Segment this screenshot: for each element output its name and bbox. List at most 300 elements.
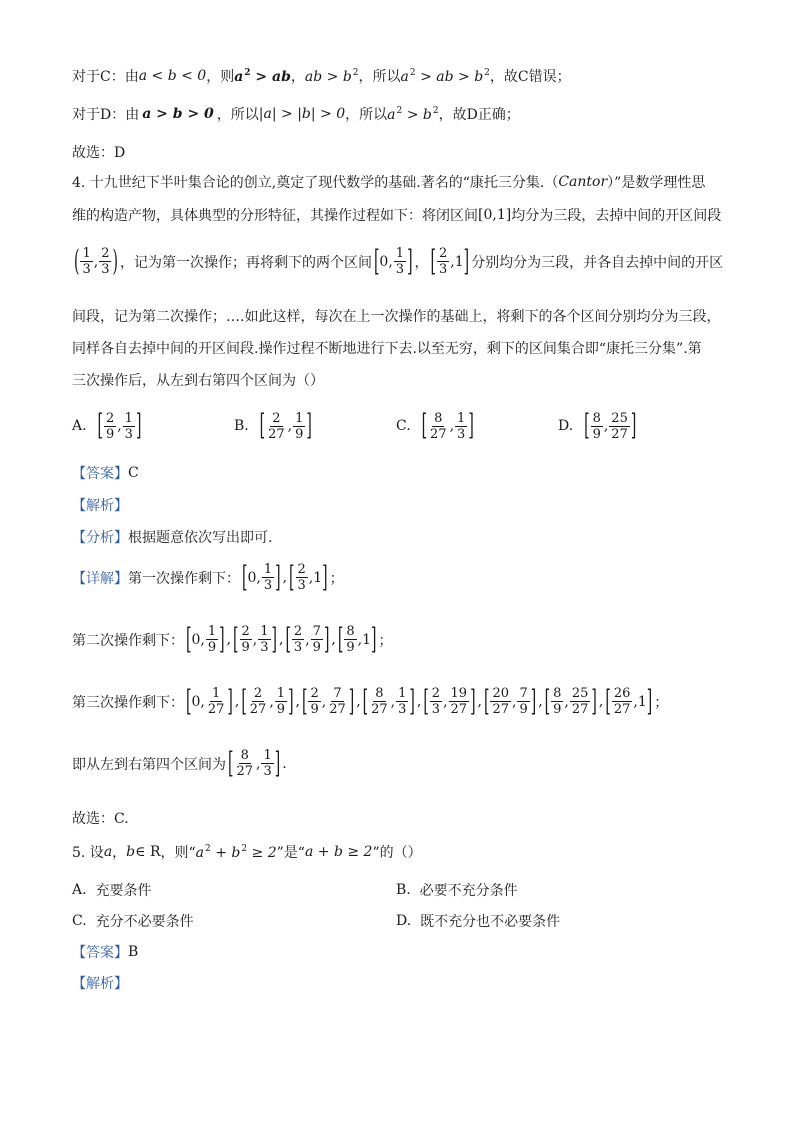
- interval-list: [184, 624, 378, 655]
- right-bracket: ]: [409, 684, 415, 719]
- den: 3: [439, 262, 448, 277]
- comma: ,: [321, 693, 327, 710]
- numerator: 2: [105, 410, 115, 426]
- denominator: 9: [592, 426, 601, 442]
- step2-line: [72, 624, 392, 655]
- denominator: 3: [457, 426, 466, 442]
- closed-interval: [242, 562, 281, 593]
- right-bracket: ]: [271, 622, 277, 657]
- fraction: [266, 411, 287, 442]
- right-bracket: ]: [322, 560, 328, 595]
- denominator: 27: [371, 702, 388, 717]
- left-bracket: [: [605, 684, 611, 719]
- endpoint: 0: [191, 631, 201, 648]
- q5-answer: [72, 942, 138, 962]
- den: 3: [82, 262, 91, 277]
- interval-list: [184, 686, 654, 717]
- fraction: [206, 686, 227, 717]
- text: 4. 十九世纪下半叶集合论的创立,奠定了现代数学的基础.著名的“康托三分集.（: [72, 175, 559, 191]
- fraction: [609, 411, 630, 442]
- option-label: C.: [396, 418, 411, 434]
- exp: 2: [409, 67, 416, 78]
- denominator: 27: [249, 702, 267, 717]
- fraction: [311, 624, 323, 655]
- numerator: 7: [333, 686, 342, 701]
- left-bracket: [: [285, 622, 291, 657]
- endpoint: 0: [191, 693, 201, 710]
- num: 1: [395, 246, 405, 261]
- fraction: [261, 748, 273, 779]
- denominator: 27: [492, 702, 510, 717]
- set: ∈ R: [135, 844, 161, 860]
- c-judgement-line: [72, 66, 571, 86]
- comma: ,: [252, 631, 258, 648]
- fraction: [123, 411, 135, 442]
- numerator: 8: [553, 686, 562, 701]
- den: 27: [236, 764, 254, 779]
- text: .: [282, 755, 287, 772]
- numerator: 2: [272, 410, 281, 426]
- denominator: 27: [430, 426, 447, 442]
- closed-interval: [186, 686, 233, 717]
- var: a: [103, 844, 113, 860]
- numerator: 1: [207, 624, 217, 639]
- fraction: [449, 686, 470, 717]
- closed-interval: [338, 624, 377, 655]
- left-bracket: [: [259, 409, 266, 443]
- fraction: [551, 686, 563, 717]
- bracket: (: [74, 244, 80, 279]
- denominator: 27: [611, 426, 628, 442]
- option-label: B.: [396, 882, 411, 898]
- closed-interval: [285, 624, 329, 655]
- right: ,1: [450, 253, 464, 270]
- var: a: [387, 106, 396, 123]
- bracket: ]: [463, 244, 470, 279]
- left-bracket: [: [301, 684, 308, 719]
- comma: ,: [200, 693, 205, 710]
- exp: 2: [244, 67, 251, 78]
- fraction: [292, 624, 304, 655]
- numerator: 1: [398, 686, 407, 701]
- numerator: 2: [293, 624, 303, 639]
- numerator: 8: [375, 686, 384, 701]
- denominator: 9: [241, 640, 250, 655]
- text: ，: [290, 69, 305, 85]
- fraction: [396, 686, 408, 717]
- cantor: Cantor: [558, 174, 608, 190]
- denominator: 3: [297, 578, 306, 593]
- q4-paragraph-5: 同样各自去掉中间的开区间段.操作过程不断地进行下去.以至无穷，剩下的区间集合即“康托三分集”.第: [72, 341, 702, 357]
- num: 1: [263, 748, 272, 763]
- right-bracket: ]: [370, 622, 377, 657]
- numerator: 1: [211, 686, 221, 701]
- comma: ,: [287, 418, 293, 434]
- fraction: [258, 624, 270, 655]
- text: ，则“: [160, 845, 196, 861]
- closed-interval: [431, 246, 470, 277]
- comma: ,: [200, 631, 205, 648]
- num: 1: [82, 246, 91, 261]
- right-bracket: ]: [591, 684, 597, 719]
- math-abs: |a| > |b| > 0: [258, 106, 346, 122]
- right-bracket: ]: [306, 409, 312, 443]
- q5-stem: [72, 842, 422, 862]
- right-bracket: ]: [470, 684, 476, 719]
- text: ；: [378, 632, 393, 649]
- left-bracket: [: [233, 622, 239, 657]
- right-bracket: ]: [219, 622, 225, 657]
- numerator: 1: [124, 410, 133, 426]
- den: 3: [263, 764, 272, 779]
- q4-analysis-tag: 【解析】: [72, 498, 128, 514]
- math-cond2: a + b ≥ 2: [304, 844, 373, 860]
- denominator: 9: [310, 702, 319, 717]
- comma: ,: [564, 693, 569, 710]
- left-bracket: [: [242, 560, 248, 595]
- fraction: [428, 411, 449, 442]
- left-bracket: [: [544, 684, 551, 719]
- comma: ,: [305, 631, 310, 648]
- denominator: 3: [124, 426, 133, 442]
- q4-paragraph-1: [72, 172, 705, 192]
- left-bracket: [: [186, 622, 192, 657]
- option-text: 充要条件: [95, 883, 152, 899]
- fenxi-tag: 【分析】: [72, 530, 128, 546]
- comma: ,: [269, 693, 274, 710]
- open-interval: ( $\frac{1}{3}$ , $\frac{2}{3}$ ): [74, 244, 118, 279]
- text: 分别均分为三段，并各自去掉中间的开区: [471, 254, 724, 271]
- num: 2: [101, 246, 110, 261]
- left-bracket: [: [423, 684, 429, 719]
- denominator: 27: [450, 702, 468, 717]
- left-bracket: [: [97, 409, 103, 443]
- choose-d: 故选：D: [72, 145, 126, 161]
- left: 0,: [379, 253, 393, 270]
- text: 对于D：由: [72, 107, 140, 123]
- comma: ,: [234, 693, 240, 710]
- text: 对于C：由: [72, 69, 139, 85]
- right-bracket: ]: [275, 560, 281, 595]
- numerator: 1: [295, 410, 304, 426]
- step-label: 第二次操作剩下：: [72, 632, 184, 649]
- fraction: [99, 246, 111, 277]
- right-bracket: ]: [348, 684, 355, 719]
- left-bracket: [: [484, 684, 490, 719]
- comma: ,: [598, 693, 604, 710]
- q5-option-c[interactable]: [72, 911, 194, 931]
- fraction: [296, 562, 308, 593]
- math-expr: [305, 68, 359, 85]
- closed-interval: [584, 411, 636, 442]
- fraction: [612, 686, 633, 717]
- fraction: [327, 686, 348, 717]
- right-bracket: ]: [135, 409, 142, 443]
- q4-options: [72, 404, 722, 448]
- step1-line: [72, 562, 344, 593]
- text: ；: [329, 570, 344, 587]
- comma: ,: [416, 693, 422, 710]
- text: 均分为三段，去掉中间的开区间段: [511, 208, 722, 224]
- left-bracket: [: [241, 684, 247, 719]
- numerator: 19: [450, 686, 468, 701]
- numerator: 2: [241, 624, 250, 639]
- q5-option-a[interactable]: [72, 880, 151, 900]
- text: ”是“: [276, 845, 305, 861]
- denominator: 9: [276, 702, 286, 717]
- fraction: [394, 246, 406, 277]
- option-text: 必要不充分条件: [419, 883, 518, 899]
- closed-interval: [241, 686, 293, 717]
- fraction: [437, 246, 449, 277]
- denominator: 9: [105, 426, 115, 442]
- q4-answer: [72, 463, 139, 483]
- q5-analysis-tag: 【解析】: [72, 976, 128, 992]
- spacer: [411, 418, 420, 434]
- bracket: ]: [274, 746, 281, 781]
- comma: ,: [477, 693, 482, 710]
- fraction: [234, 748, 255, 779]
- math-expr: [234, 68, 291, 85]
- rest: > ab: [250, 68, 291, 85]
- comma: ,: [256, 569, 261, 586]
- closed-interval: [374, 246, 413, 277]
- right-bracket: ]: [468, 409, 474, 443]
- left-bracket: [: [186, 684, 192, 719]
- fraction: [455, 411, 467, 442]
- comma: ,: [443, 693, 448, 710]
- fraction: [490, 686, 511, 717]
- denominator: 3: [431, 702, 441, 717]
- q4-conclusion: [72, 748, 287, 779]
- q5-option-b[interactable]: [396, 880, 518, 900]
- left-bracket: [: [289, 560, 295, 595]
- text: ，所以: [216, 107, 259, 123]
- fraction: [248, 686, 269, 717]
- comma: ,: [356, 693, 361, 710]
- bracket: ]: [407, 244, 413, 279]
- numerator: 8: [346, 624, 355, 639]
- interval-list: [240, 562, 330, 593]
- numerator: 8: [592, 410, 601, 426]
- detail-tag: 【详解】: [72, 570, 128, 587]
- denominator: 9: [295, 426, 304, 442]
- left-bracket: [: [421, 409, 428, 443]
- q4-choose: 故选：C.: [72, 811, 129, 827]
- closed-interval: [363, 686, 415, 717]
- comma: ,: [449, 418, 455, 434]
- numerator: 7: [519, 686, 528, 701]
- option-label: D.: [396, 913, 412, 929]
- fraction: [591, 411, 603, 442]
- exp: 2: [205, 843, 211, 854]
- fraction: [275, 686, 287, 717]
- q4-paragraph-3: [72, 246, 723, 277]
- math-cond1: [196, 844, 277, 861]
- denominator: 9: [346, 640, 355, 655]
- q5-option-d[interactable]: [396, 911, 560, 931]
- option-label: C.: [72, 913, 87, 929]
- bracket: [: [373, 244, 380, 279]
- comma: ,: [226, 631, 232, 648]
- bracket: [: [228, 746, 234, 781]
- numerator: 2: [253, 686, 263, 701]
- endpoint: 1: [362, 631, 371, 648]
- comma: ,: [308, 569, 314, 586]
- math-condition: a < b < 0: [138, 68, 207, 84]
- numerator: 2: [431, 686, 441, 701]
- exp: 2: [432, 105, 439, 116]
- numerator: 25: [611, 410, 628, 426]
- numerator: 25: [571, 686, 589, 701]
- numerator: 8: [434, 410, 443, 426]
- fenxi-text: 根据题意依次写出即可.: [128, 530, 273, 546]
- q4-paragraph-6: 三次操作后，从左到右第四个区间为（）: [72, 373, 324, 389]
- den: 3: [395, 262, 405, 277]
- text: ，: [112, 845, 127, 861]
- math-chain: [401, 68, 490, 85]
- q4-option-b[interactable]: [234, 404, 314, 448]
- option-text: 既不充分也不必要条件: [420, 914, 561, 930]
- comma: ,: [117, 418, 122, 434]
- fraction: [293, 411, 305, 442]
- exp: 2: [484, 67, 490, 78]
- math-condition: a > b > 0: [142, 106, 214, 122]
- denominator: 9: [207, 640, 217, 655]
- comma: ,: [357, 631, 363, 648]
- fraction: [240, 624, 252, 655]
- closed-interval: [484, 686, 536, 717]
- text: ；: [654, 694, 669, 711]
- denominator: 3: [263, 578, 273, 593]
- closed-interval: [545, 686, 597, 717]
- closed-interval: [ $\frac{8}{27}$ , $\frac{1}{3}$ ]: [228, 746, 281, 781]
- exp: 2: [352, 67, 359, 78]
- closed-interval: [302, 686, 354, 717]
- exp: 2: [396, 105, 403, 116]
- closed-interval: [97, 411, 141, 442]
- option-label: D.: [558, 418, 574, 434]
- comma: ,: [512, 693, 517, 710]
- q4-option-d[interactable]: [558, 404, 638, 448]
- spacer: [573, 418, 582, 434]
- q4-option-c[interactable]: [396, 404, 476, 448]
- fraction: [206, 624, 218, 655]
- q4-option-a[interactable]: [72, 404, 143, 448]
- fraction: [430, 686, 442, 717]
- numerator: 2: [297, 562, 306, 577]
- option-label: A.: [72, 882, 87, 898]
- text: ，所以: [345, 107, 388, 123]
- denominator: 27: [329, 702, 346, 717]
- numerator: 1: [276, 686, 286, 701]
- text: ，记为第一次操作；再将剩下的两个区间: [119, 254, 372, 271]
- fraction: [369, 686, 390, 717]
- text: 即从左到右第四个区间为: [72, 756, 226, 773]
- closed-interval: [233, 624, 277, 655]
- closed-interval: [289, 562, 328, 593]
- text: ，: [414, 254, 429, 271]
- comma: ,: [538, 693, 543, 710]
- step-label: 第一次操作剩下：: [128, 570, 240, 587]
- endpoint: 0: [247, 569, 257, 586]
- spacer: [249, 418, 258, 434]
- bracket: ): [112, 244, 118, 279]
- comma: ,: [282, 569, 288, 586]
- right-bracket: ]: [630, 409, 637, 443]
- numerator: 1: [260, 624, 269, 639]
- closed-interval: [186, 624, 225, 655]
- answer-value: C: [128, 465, 139, 481]
- closed-interval: [423, 686, 475, 717]
- denominator: 9: [312, 640, 321, 655]
- text: 维的构造产物，具体典型的分形特征，其操作过程如下：将闭区间: [72, 208, 478, 224]
- answer-value: B: [128, 944, 139, 960]
- answer-tag: 【答案】: [72, 466, 128, 482]
- d-judgement-line: [72, 104, 520, 124]
- left-bracket: [: [337, 622, 344, 657]
- denominator: 3: [260, 640, 269, 655]
- numerator: 26: [613, 686, 631, 701]
- option-text: 充分不必要条件: [95, 914, 194, 930]
- comma: ,: [331, 631, 336, 648]
- rest: > ab > b: [415, 68, 484, 85]
- bracket: [: [430, 244, 436, 279]
- numerator: 2: [310, 686, 319, 701]
- text: ，所以: [358, 69, 401, 85]
- var: b: [126, 844, 136, 860]
- denominator: 27: [571, 702, 589, 717]
- denominator: 27: [268, 426, 285, 442]
- right-bracket: ]: [530, 684, 537, 719]
- left-bracket: [: [362, 684, 369, 719]
- closed-interval: [260, 411, 312, 442]
- step-label: 第三次操作剩下：: [72, 694, 184, 711]
- answer-tag: 【答案】: [72, 945, 128, 961]
- rest: > b: [402, 106, 432, 123]
- spacer: [87, 418, 96, 434]
- option-label: A.: [72, 418, 87, 434]
- q4-paragraph-4: 间段，记为第二次操作；….如此这样，每次在上一次操作的基础上，将剩下的各个区间分别均分为三段，: [72, 309, 721, 325]
- var: a: [400, 68, 409, 85]
- numerator: 7: [312, 624, 321, 639]
- denominator: 27: [207, 702, 225, 717]
- var: a: [195, 844, 205, 861]
- denominator: 9: [553, 702, 562, 717]
- fraction: [308, 686, 320, 717]
- fraction: [517, 686, 529, 717]
- den: 3: [101, 262, 110, 277]
- denominator: 3: [293, 640, 303, 655]
- fraction: [262, 562, 274, 593]
- denominator: 3: [398, 702, 407, 717]
- comma: ,: [633, 693, 638, 710]
- text: ，故D正确；: [438, 107, 520, 123]
- math-chain: [387, 106, 438, 123]
- q4-paragraph-2: [72, 205, 721, 225]
- num: 8: [240, 748, 249, 763]
- step3-line: [72, 686, 668, 717]
- numerator: 20: [492, 686, 510, 701]
- option-label: B.: [234, 418, 249, 434]
- right-bracket: ]: [646, 684, 653, 719]
- fraction: [570, 686, 591, 717]
- denominator: 9: [519, 702, 528, 717]
- closed-interval: [422, 411, 474, 442]
- right-bracket: ]: [288, 684, 294, 719]
- left-bracket: [: [584, 409, 590, 443]
- numerator: 1: [457, 410, 466, 426]
